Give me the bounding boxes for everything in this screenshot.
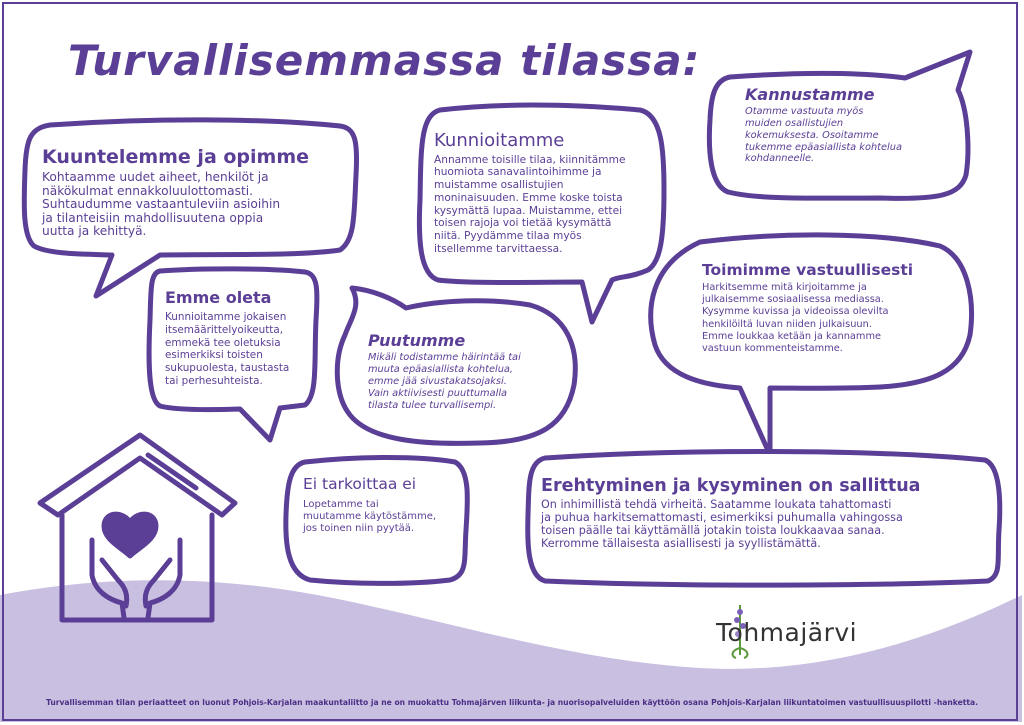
page-title: Turvallisemmassa tilassa:	[68, 36, 701, 85]
tohmajarvi-logo: Tohmajärvi	[716, 618, 858, 647]
toimimme-heading: Toimimme vastuullisesti	[702, 261, 914, 279]
bubble-kannustamme	[745, 86, 955, 165]
kunnioitamme-text: Annamme toisille tilaa, kiinnitämme huomiota sanavalintoihimme ja muistamme osallistujien moninaisuuden. Emme koske toista kysymättä lupaa. Muistamme, ettei toisen rajoja voi tietää kysymättä niitä. Pyydämme tilaa myös itsellemme tarvittaessa.	[434, 153, 626, 255]
bubble-erehtyminen	[541, 476, 991, 551]
kuuntelemme-text: Kohtaamme uudet aiheet, henkilöt ja näkökulmat ennakkoluulottomasti. Suhtaudumme vastaantuleviin asioihin ja tilanteisiin mahdollisuutena oppia uutta ja kehittyä.	[42, 169, 281, 239]
puutumme-text: Mikäli todistamme häirintää tai muuta epäasiallista kohtelua, emme jää sivustakatsojaksi. Vain aktiivisesti puuttumalla tilasta tulee turvallisempi.	[368, 352, 521, 412]
kannustamme-heading: Kannustamme	[745, 85, 875, 104]
bubble-emme-oleta	[165, 289, 315, 388]
kuuntelemme-heading: Kuuntelemme ja opimme	[42, 146, 310, 168]
toimimme-text: Harkitsemme mitä kirjoitamme ja julkaisemme sosiaalisessa mediassa. Kysymme kuvissa ja videoissa olevilta henkilöiltä luvan niiden julkaisuun. Emme loukkaa ketään ja kannamme vastuun kommenteistamme.	[702, 281, 889, 354]
puutumme-heading: Puutumme	[368, 331, 466, 350]
footer-credits: Turvallisemman tilan periaatteet on luonut Pohjois-Karjalan maakuntaliitto ja ne on muokattu Tohmajärven liikunta- ja nuorisopalveluiden käyttöön osana Pohjois-Karjalan liikuntatoimen vastuullisuuspilotti -hanketta.	[45, 698, 979, 707]
bubble-kuuntelemme	[42, 147, 352, 239]
kunnioitamme-heading: Kunnioitamme	[434, 130, 565, 151]
erehtyminen-heading: Erehtyminen ja kysyminen on sallittua	[541, 476, 921, 496]
bubble-kunnioitamme	[434, 131, 662, 255]
ei-tarkoittaa-heading: Ei tarkoittaa ei	[303, 475, 417, 493]
ei-tarkoittaa-text: Lopetamme tai muutamme käytöstämme, jos toinen niin pyytää.	[303, 498, 437, 535]
bubble-puutumme	[368, 332, 573, 412]
kannustamme-text: Otamme vastuuta myös muiden osallistujien kokemuksesta. Osoitamme tukemme epäasiallista kohtelua kohdanneelle.	[745, 106, 902, 165]
emme-oleta-text: Kunnioitamme jokaisen itsemäärittelyoikeutta, emmekä tee oletuksia esimerkiksi toisten sukupuolesta, taustasta tai perhesuhteista.	[165, 311, 290, 387]
emme-oleta-heading: Emme oleta	[165, 288, 272, 307]
bubble-toimimme	[702, 262, 962, 355]
erehtyminen-text: On inhimillistä tehdä virheitä. Saatamme loukata tahattomasti ja puhua harkitsemattomasti, esimerkiksi puhumalla vahingossa toisen päälle tai käyttämällä jotakin toista loukkaavaa sanaa. Kerromme tällaisesta asiallisesti ja syyllistämättä.	[541, 498, 903, 551]
bubble-ei-tarkoittaa	[303, 476, 463, 535]
